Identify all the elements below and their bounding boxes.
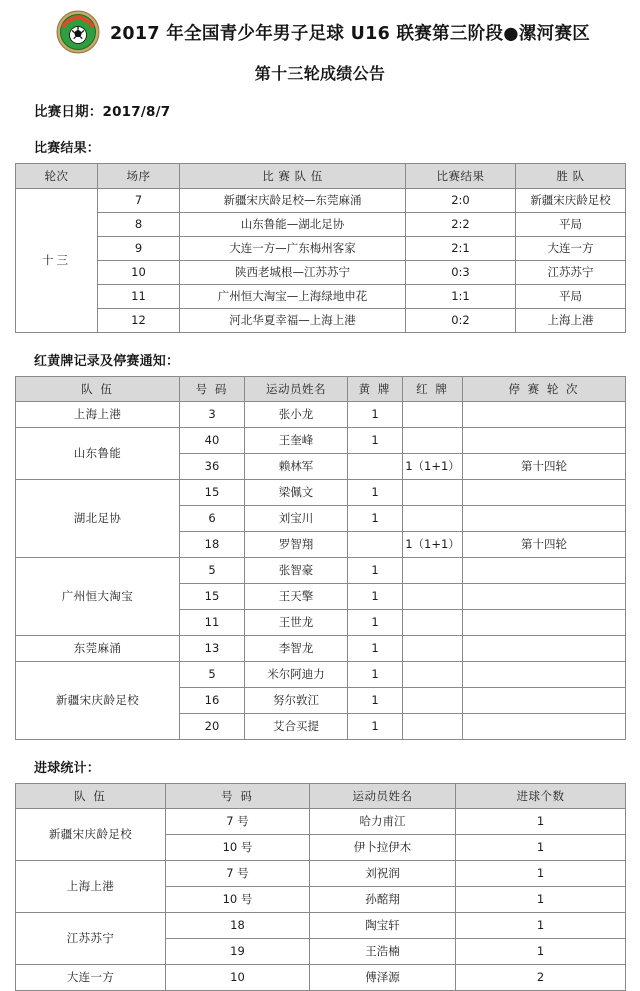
cards-suspension	[463, 584, 626, 610]
football-badge-logo-icon	[56, 10, 100, 54]
goals-player: 伊卜拉伊木	[310, 835, 456, 861]
cards-yellow: 1	[348, 506, 403, 532]
table-row	[16, 237, 626, 261]
cards-suspension	[463, 636, 626, 662]
goals-section-label: 进球统计：	[34, 761, 101, 776]
cards-number: 3	[180, 402, 245, 428]
results-winner: 上海上港	[516, 309, 626, 333]
cards-table	[15, 376, 626, 740]
cards-red	[403, 662, 463, 688]
table-row	[16, 213, 626, 237]
cards-player: 刘宝川	[245, 506, 348, 532]
results-score: 0:2	[406, 309, 516, 333]
cards-team-cell: 广州恒大淘宝	[16, 558, 180, 636]
cards-table-wrap	[15, 376, 625, 740]
cards-player: 王奎峰	[245, 428, 348, 454]
cards-red	[403, 636, 463, 662]
results-winner: 平局	[516, 285, 626, 309]
cards-col-team: 队 伍	[16, 377, 180, 402]
table-row	[16, 309, 626, 333]
cards-suspension	[463, 688, 626, 714]
cards-yellow	[348, 454, 403, 480]
results-teams: 广州恒大淘宝—上海绿地申花	[180, 285, 406, 309]
goals-col-count: 进球个数	[456, 784, 626, 809]
goals-count: 1	[456, 861, 626, 887]
cards-player: 梁佩文	[245, 480, 348, 506]
goals-table-header-row	[16, 784, 626, 809]
results-order: 11	[98, 285, 180, 309]
cards-player: 罗智翔	[245, 532, 348, 558]
cards-player: 赖林军	[245, 454, 348, 480]
document-subtitle: 第十三轮成绩公告	[254, 64, 386, 83]
results-score: 2:0	[406, 189, 516, 213]
cards-red	[403, 610, 463, 636]
cards-suspension	[463, 558, 626, 584]
document-header	[0, 0, 640, 84]
results-order: 8	[98, 213, 180, 237]
cards-number: 5	[180, 558, 245, 584]
cards-number: 13	[180, 636, 245, 662]
cards-number: 6	[180, 506, 245, 532]
goals-player: 孙酩翔	[310, 887, 456, 913]
results-round-cell: 十三	[16, 189, 98, 333]
cards-team-cell: 东莞麻涌	[16, 636, 180, 662]
results-score: 2:1	[406, 237, 516, 261]
cards-player: 王天擎	[245, 584, 348, 610]
results-score: 2:2	[406, 213, 516, 237]
cards-player: 王世龙	[245, 610, 348, 636]
cards-player: 张智豪	[245, 558, 348, 584]
results-score: 0:3	[406, 261, 516, 285]
goals-col-team: 队 伍	[16, 784, 166, 809]
title-row	[0, 10, 640, 54]
goals-team-cell: 江苏苏宁	[16, 913, 166, 965]
cards-section-label: 红黄牌记录及停赛通知：	[34, 354, 180, 369]
cards-number: 16	[180, 688, 245, 714]
cards-suspension	[463, 714, 626, 740]
results-col-winner: 胜 队	[516, 164, 626, 189]
cards-yellow: 1	[348, 662, 403, 688]
cards-col-number: 号 码	[180, 377, 245, 402]
cards-red	[403, 428, 463, 454]
cards-number: 36	[180, 454, 245, 480]
cards-suspension: 第十四轮	[463, 532, 626, 558]
cards-yellow: 1	[348, 636, 403, 662]
table-row	[16, 913, 626, 939]
cards-suspension	[463, 610, 626, 636]
cards-red: 1（1+1）	[403, 532, 463, 558]
cards-suspension	[463, 480, 626, 506]
cards-yellow: 1	[348, 402, 403, 428]
cards-player: 李智龙	[245, 636, 348, 662]
goals-player: 陶宝轩	[310, 913, 456, 939]
goals-player: 哈力甫江	[310, 809, 456, 835]
goals-col-number: 号 码	[166, 784, 310, 809]
document-title: 2017 年全国青少年男子足球 U16 联赛第三阶段●漯河赛区	[109, 23, 591, 44]
cards-suspension	[463, 402, 626, 428]
cards-red: 1（1+1）	[403, 454, 463, 480]
goals-count: 1	[456, 913, 626, 939]
cards-number: 5	[180, 662, 245, 688]
cards-team-cell: 新疆宋庆龄足校	[16, 662, 180, 740]
cards-yellow: 1	[348, 610, 403, 636]
goals-table-body	[16, 809, 626, 991]
cards-table-header-row	[16, 377, 626, 402]
goals-player: 刘祝润	[310, 861, 456, 887]
cards-number: 15	[180, 584, 245, 610]
goals-table-wrap	[15, 783, 625, 991]
cards-yellow	[348, 532, 403, 558]
cards-number: 18	[180, 532, 245, 558]
table-row	[16, 809, 626, 835]
match-date: 比赛日期：2017/8/7	[34, 104, 171, 120]
cards-player: 张小龙	[245, 402, 348, 428]
cards-red	[403, 402, 463, 428]
table-row	[16, 285, 626, 309]
cards-suspension: 第十四轮	[463, 454, 626, 480]
cards-number: 11	[180, 610, 245, 636]
goals-count: 1	[456, 809, 626, 835]
goals-number: 10	[166, 965, 310, 991]
cards-player: 艾合买提	[245, 714, 348, 740]
results-winner: 大连一方	[516, 237, 626, 261]
cards-number: 40	[180, 428, 245, 454]
results-teams: 陕西老城根—江苏苏宁	[180, 261, 406, 285]
cards-yellow: 1	[348, 584, 403, 610]
table-row	[16, 480, 626, 506]
results-order: 10	[98, 261, 180, 285]
results-teams: 大连一方—广东梅州客家	[180, 237, 406, 261]
results-order: 12	[98, 309, 180, 333]
cards-red	[403, 558, 463, 584]
cards-suspension	[463, 506, 626, 532]
results-order: 7	[98, 189, 180, 213]
cards-suspension	[463, 428, 626, 454]
results-table-wrap	[15, 163, 625, 333]
cards-suspension	[463, 662, 626, 688]
goals-number: 10 号	[166, 887, 310, 913]
cards-col-yellow: 黄 牌	[348, 377, 403, 402]
goals-number: 7 号	[166, 809, 310, 835]
cards-number: 15	[180, 480, 245, 506]
table-row	[16, 558, 626, 584]
cards-col-player: 运动员姓名	[245, 377, 348, 402]
table-row	[16, 636, 626, 662]
results-col-teams: 比 赛 队 伍	[180, 164, 406, 189]
table-row	[16, 189, 626, 213]
cards-red	[403, 584, 463, 610]
table-row	[16, 261, 626, 285]
table-row	[16, 861, 626, 887]
table-row	[16, 662, 626, 688]
results-table-body	[16, 189, 626, 333]
cards-team-cell: 湖北足协	[16, 480, 180, 558]
results-table-header-row	[16, 164, 626, 189]
goals-team-cell: 大连一方	[16, 965, 166, 991]
goals-number: 7 号	[166, 861, 310, 887]
results-table	[15, 163, 626, 333]
results-teams: 山东鲁能—湖北足协	[180, 213, 406, 237]
goals-col-player: 运动员姓名	[310, 784, 456, 809]
table-row	[16, 428, 626, 454]
cards-red	[403, 480, 463, 506]
results-order: 9	[98, 237, 180, 261]
results-col-score: 比赛结果	[406, 164, 516, 189]
goals-player: 傅泽源	[310, 965, 456, 991]
results-teams: 新疆宋庆龄足校—东莞麻涌	[180, 189, 406, 213]
results-winner: 江苏苏宁	[516, 261, 626, 285]
results-col-order: 场序	[98, 164, 180, 189]
goals-table	[15, 783, 626, 991]
cards-col-red: 红 牌	[403, 377, 463, 402]
table-row	[16, 965, 626, 991]
goals-count: 1	[456, 835, 626, 861]
cards-red	[403, 506, 463, 532]
cards-team-cell: 山东鲁能	[16, 428, 180, 480]
cards-col-suspension: 停 赛 轮 次	[463, 377, 626, 402]
goals-number: 18	[166, 913, 310, 939]
cards-player: 努尔敦江	[245, 688, 348, 714]
cards-number: 20	[180, 714, 245, 740]
goals-count: 2	[456, 965, 626, 991]
goals-count: 1	[456, 887, 626, 913]
results-winner: 平局	[516, 213, 626, 237]
goals-number: 19	[166, 939, 310, 965]
cards-yellow: 1	[348, 714, 403, 740]
goals-team-cell: 上海上港	[16, 861, 166, 913]
cards-yellow: 1	[348, 480, 403, 506]
results-winner: 新疆宋庆龄足校	[516, 189, 626, 213]
table-row	[16, 402, 626, 428]
results-teams: 河北华夏幸福—上海上港	[180, 309, 406, 333]
goals-count: 1	[456, 939, 626, 965]
goals-number: 10 号	[166, 835, 310, 861]
cards-player: 米尔阿迪力	[245, 662, 348, 688]
cards-red	[403, 714, 463, 740]
results-score: 1:1	[406, 285, 516, 309]
goals-player: 王浩楠	[310, 939, 456, 965]
goals-team-cell: 新疆宋庆龄足校	[16, 809, 166, 861]
results-section-label: 比赛结果：	[34, 141, 101, 156]
cards-red	[403, 688, 463, 714]
cards-yellow: 1	[348, 558, 403, 584]
results-col-round: 轮次	[16, 164, 98, 189]
cards-table-body	[16, 402, 626, 740]
cards-yellow: 1	[348, 688, 403, 714]
cards-yellow: 1	[348, 428, 403, 454]
cards-team-cell: 上海上港	[16, 402, 180, 428]
